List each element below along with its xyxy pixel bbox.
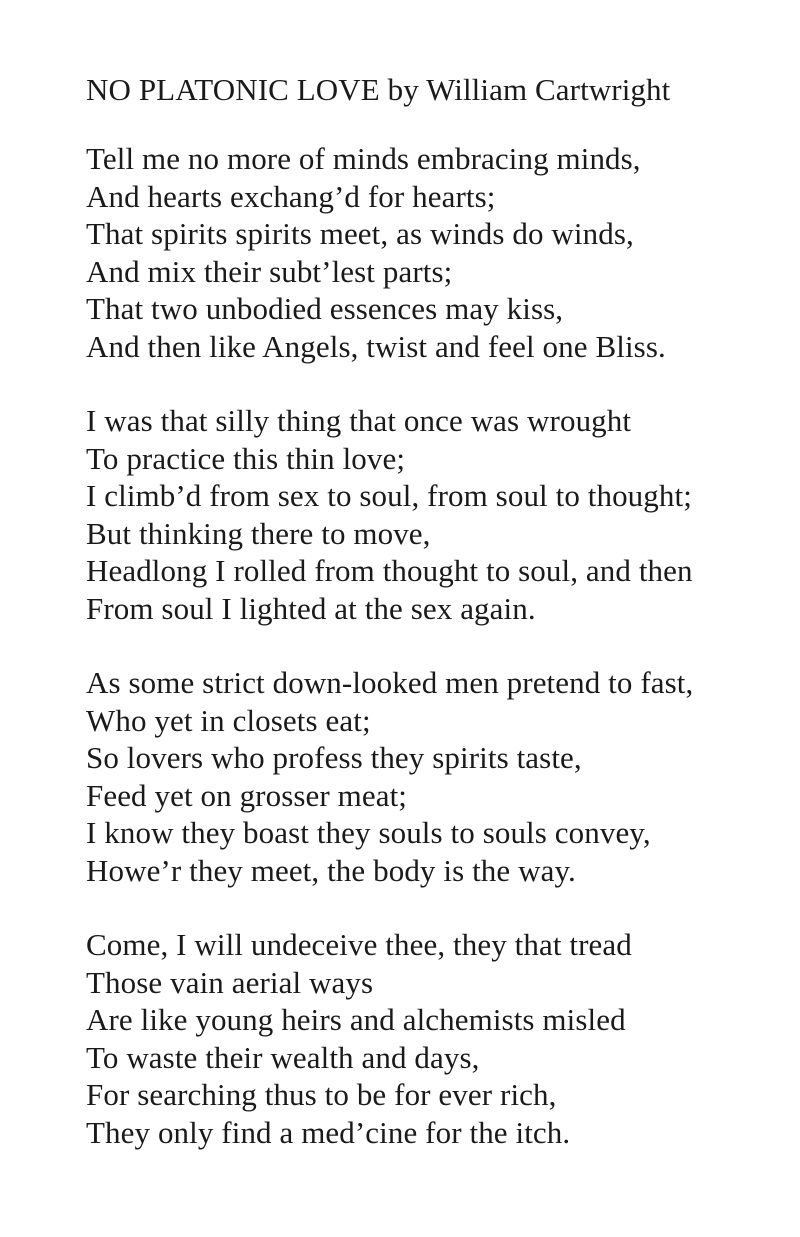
stanza-4 [86, 926, 776, 1151]
poem-line: Are like young heirs and alchemists misled [86, 1002, 626, 1037]
poem-line: I climb’d from sex to soul, from soul to thought; [86, 478, 692, 513]
poem-line: To practice this thin love; [86, 440, 406, 476]
poem-line: Headlong I rolled from thought to soul, and then [86, 553, 693, 588]
stanza-2 [86, 402, 776, 627]
poem-line: Feed yet on grosser meat; [86, 777, 408, 813]
poem-line: That two unbodied essences may kiss, [86, 291, 564, 326]
poem-line: So lovers who profess they spirits taste, [86, 740, 582, 775]
stanza-1 [86, 140, 776, 365]
poem-page [86, 70, 776, 1188]
poem-line: To waste their wealth and days, [86, 1039, 480, 1075]
poem-line: Come, I will undeceive thee, they that tread [86, 927, 632, 962]
poem-line: And mix their subt’lest parts; [86, 253, 453, 289]
poem-line: Those vain aerial ways [86, 964, 374, 1000]
poem-line: They only find a med’cine for the itch. [86, 1114, 571, 1150]
poem-line: And hearts exchang’d for hearts; [86, 178, 496, 214]
poem-line: That spirits spirits meet, as winds do winds, [86, 216, 634, 251]
poem-line: I was that silly thing that once was wrought [86, 403, 632, 438]
poem-line: As some strict down-looked men pretend to fast, [86, 665, 694, 700]
stanza-3 [86, 664, 776, 889]
poem-line: Tell me no more of minds embracing minds, [86, 141, 641, 176]
poem-line: But thinking there to move, [86, 515, 431, 551]
poem-title: NO PLATONIC LOVE by William Cartwright [86, 72, 671, 107]
poem-line: From soul I lighted at the sex again. [86, 590, 536, 626]
poem-line: And then like Angels, twist and feel one Bliss. [86, 328, 666, 364]
poem-line: For searching thus to be for ever rich, [86, 1077, 557, 1112]
poem-line: Who yet in closets eat; [86, 702, 371, 738]
poem-line: Howe’r they meet, the body is the way. [86, 852, 576, 888]
poem-line: I know they boast they souls to souls convey, [86, 815, 651, 850]
